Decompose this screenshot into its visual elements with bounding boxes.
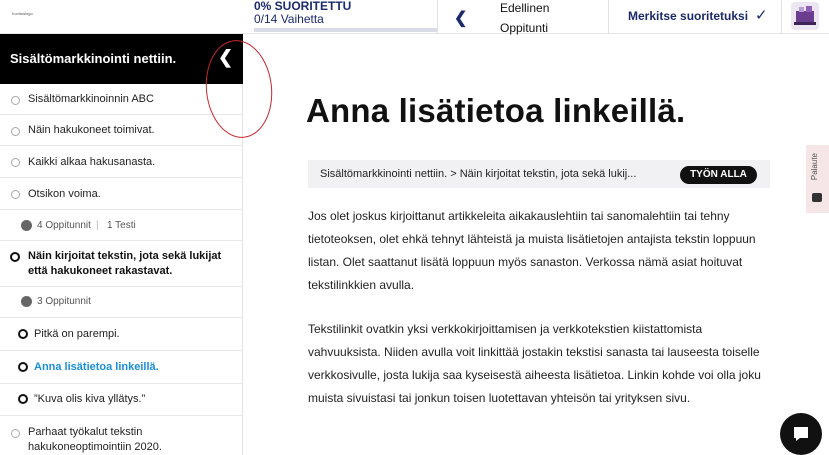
- topic-item[interactable]: ”Kuva olis kiva yllätys.”: [0, 384, 243, 416]
- incomplete-circle-icon: [10, 252, 20, 262]
- incomplete-circle-icon: [18, 362, 28, 372]
- progress-dot-icon: [21, 296, 32, 307]
- lesson-meta: 3 Oppitunnit: [0, 287, 243, 318]
- lesson-meta: 4 Oppitunnit | 1 Testi: [0, 210, 243, 241]
- page-title: Anna lisätietoa linkeillä.: [306, 92, 686, 129]
- lesson-label: Parhaat työkalut tekstin hakukoneoptimointiin 2020.: [28, 426, 162, 453]
- progress-bar: [254, 28, 438, 32]
- meta-separator: |: [96, 220, 99, 231]
- avatar[interactable]: [791, 2, 819, 30]
- incomplete-circle-icon: [11, 127, 20, 136]
- chat-icon: [812, 193, 822, 202]
- incomplete-circle-icon: [18, 394, 28, 404]
- breadcrumb-text[interactable]: Sisältömarkkinointi nettiin. > Näin kirjoitat tekstin, jota sekä lukij...: [320, 168, 637, 180]
- previous-lesson-label: Edellinen Oppitunti: [500, 1, 550, 35]
- mark-complete-button[interactable]: [609, 0, 781, 34]
- paragraph: Tekstilinkit ovatkin yksi verkkokirjoittamisen ja verkkotekstien kiistattomista vahvuuksista. Niiden avulla voit linkittää jostakin tekstisi sanasta tai lauseesta toiselle verkkosivulle, josta lukija saa kyseisestä aiheesta lisätietoa. Linkin kohde voi olla joku muista sivuistasi tai jonkun toisen luotettavan yhteisön tai yrityksen sivu.: [308, 322, 761, 405]
- checkmark-icon: ✓: [755, 7, 768, 24]
- lesson-item[interactable]: Näin hakukoneet toimivat.: [0, 115, 243, 146]
- mark-complete-label: Merkitse suoritetuksi: [628, 9, 749, 23]
- feedback-tab[interactable]: [806, 145, 829, 213]
- topic-item[interactable]: Pitkä on parempi.: [0, 318, 243, 351]
- incomplete-circle-icon: [11, 429, 20, 438]
- incomplete-circle-icon: [18, 329, 28, 339]
- incomplete-circle-icon: [11, 96, 20, 105]
- incomplete-circle-icon: [11, 158, 20, 167]
- lesson-item[interactable]: [0, 241, 243, 287]
- lesson-item[interactable]: Sisältömarkkinoinnin ABC: [0, 84, 243, 115]
- previous-lesson-button[interactable]: [438, 0, 608, 34]
- progress-steps: 0/14 Vaihetta: [254, 12, 324, 26]
- lesson-item[interactable]: Kaikki alkaa hakusanasta.: [0, 146, 243, 178]
- topic-item-active[interactable]: Anna lisätietoa linkeillä.: [0, 351, 243, 384]
- chevron-left-icon: ❮: [454, 10, 468, 27]
- incomplete-circle-icon: [11, 190, 20, 199]
- lesson-item[interactable]: [0, 416, 243, 455]
- course-title: Sisältömarkkinointi nettiin.: [10, 51, 177, 66]
- progress-dot-icon: [21, 220, 32, 231]
- top-bar: [0, 0, 829, 34]
- status-badge: TYÖN ALLA: [680, 166, 757, 184]
- paragraph: Jos olet joskus kirjoittanut artikkeleita aikakauslehtiin tai sanomalehtiin tai tehny tietoteoksen, olet ehkä tehnyt lähteistä ja muista lisätietojen antajista tekstin loppuun listan. Olet saattanut lisätä loppuun myös sanaston. Verkossa nämä asiat hoituvat tekstilinkkien avulla.: [308, 209, 756, 292]
- feedback-label: Palaute: [810, 153, 819, 181]
- lesson-content: [244, 34, 829, 455]
- course-progress: [254, 0, 438, 34]
- chat-button[interactable]: [780, 413, 822, 455]
- progress-percent: 0% SUORITETTU: [254, 0, 352, 13]
- collapse-sidebar-icon[interactable]: ❮: [218, 47, 234, 67]
- lesson-item[interactable]: Otsikon voima.: [0, 178, 243, 210]
- chat-bubble-icon: [791, 424, 811, 444]
- divider: [781, 0, 782, 34]
- lesson-label: Näin kirjoitat tekstin, jota sekä lukijat että hakukoneet rakastavat.: [28, 250, 222, 277]
- site-logo[interactable]: Kuvituslogo: [12, 11, 33, 16]
